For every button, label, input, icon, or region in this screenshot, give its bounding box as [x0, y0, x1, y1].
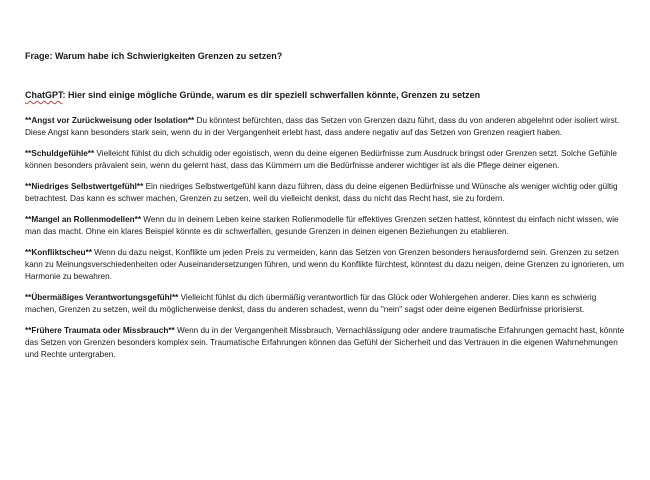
- reason-body: Vielleicht fühlst du dich schuldig oder egoistisch, wenn du deine eigenen Bedürfnisse zum Ausdruck bringst oder Grenzen setzt. Solche Gefühle können besonders prävalent sein, wenn du gelernt hast, dass das Kümmern um die Bedürfnisse anderer wichtiger ist als die Pflege deiner eigenen.: [25, 149, 617, 170]
- reason-body: Wenn du in der Vergangenheit Missbrauch, Vernachlässigung oder andere traumatische Erfahrungen gemacht hast, könnte das Setzen von Grenzen besonders komplex sein. Traumatische Erfahrungen können das Gefühl der Sicherheit und das Vertrauen in die eigenen Wahrnehmungen und Rechte untergraben.: [25, 326, 625, 359]
- reason-item: [25, 115, 625, 139]
- reason-body: Vielleicht fühlst du dich übermäßig verantwortlich für das Glück oder Wohlergehen anderer. Dies kann es schwierig machen, Grenzen zu setzen, weil du möglicherweise denkst, dass du anderen schadest, wenn du "nein" sagst oder deine eigenen Bedürfnisse priorisierst.: [25, 293, 597, 314]
- reason-item: [25, 247, 625, 283]
- reason-item: [25, 214, 625, 238]
- reason-item: [25, 292, 625, 316]
- reason-title: **Niedriges Selbstwertgefühl**: [25, 182, 144, 191]
- question-label: Frage:: [25, 51, 53, 61]
- document-content: [25, 50, 625, 370]
- question-line: [25, 50, 625, 62]
- reason-body: Du könntest befürchten, dass das Setzen von Grenzen dazu führt, dass du von anderen abgelehnt oder isoliert wirst. Diese Angst kann besonders stark sein, wenn du in der Vergangenheit erlebt hast, dass andere negativ auf das Setzen von Grenzen reagiert haben.: [25, 116, 620, 137]
- reason-title: **Mangel an Rollenmodellen**: [25, 215, 142, 224]
- reason-item: [25, 181, 625, 205]
- reason-title: **Übermäßiges Verantwortungsgefühl**: [25, 293, 179, 302]
- reason-item: [25, 325, 625, 361]
- reason-body: Wenn du in deinem Leben keine starken Rollenmodelle für effektives Grenzen setzen hattest, könntest du einfach nicht wissen, wie man das macht. Ohne ein klares Beispiel könnte es dir schwerfallen, gesunde Grenzen in deinen eigenen Beziehungen zu etablieren.: [25, 215, 619, 236]
- reason-title: **Frühere Traumata oder Missbrauch**: [25, 326, 175, 335]
- reason-body: Wenn du dazu neigst, Konflikte um jeden Preis zu vermeiden, kann das Setzen von Grenzen besonders herausfordernd sein. Grenzen zu setzen kann zu Meinungsverschiedenheiten oder Auseinandersetzungen führen, und wenn du Konflikte fürchtest, könntest du dazu neigen, deine Grenzen zu ignorieren, um Harmonie zu bewahren.: [25, 248, 624, 281]
- reason-item: [25, 148, 625, 172]
- reason-body: Ein niedriges Selbstwertgefühl kann dazu führen, dass du deine eigenen Bedürfnisse und Wünsche als weniger wichtig oder gültig betrachtest. Das kann es schwer machen, Grenzen zu setzen, weil du vielleicht denkst, dass du nicht das Recht hast, sie zu fordern.: [25, 182, 618, 203]
- reason-title: **Schuldgefühle**: [25, 149, 95, 158]
- answer-intro-line: [25, 89, 625, 101]
- answer-intro-text: : Hier sind einige mögliche Gründe, warum es dir speziell schwerfallen könnte, Grenzen zu setzen: [62, 90, 481, 100]
- reason-title: **Konfliktscheu**: [25, 248, 92, 257]
- reason-title: **Angst vor Zurückweisung oder Isolation**: [25, 116, 195, 125]
- question-text: Warum habe ich Schwierigkeiten Grenzen zu setzen?: [52, 51, 283, 61]
- answer-source-label: ChatGPT: [25, 90, 63, 100]
